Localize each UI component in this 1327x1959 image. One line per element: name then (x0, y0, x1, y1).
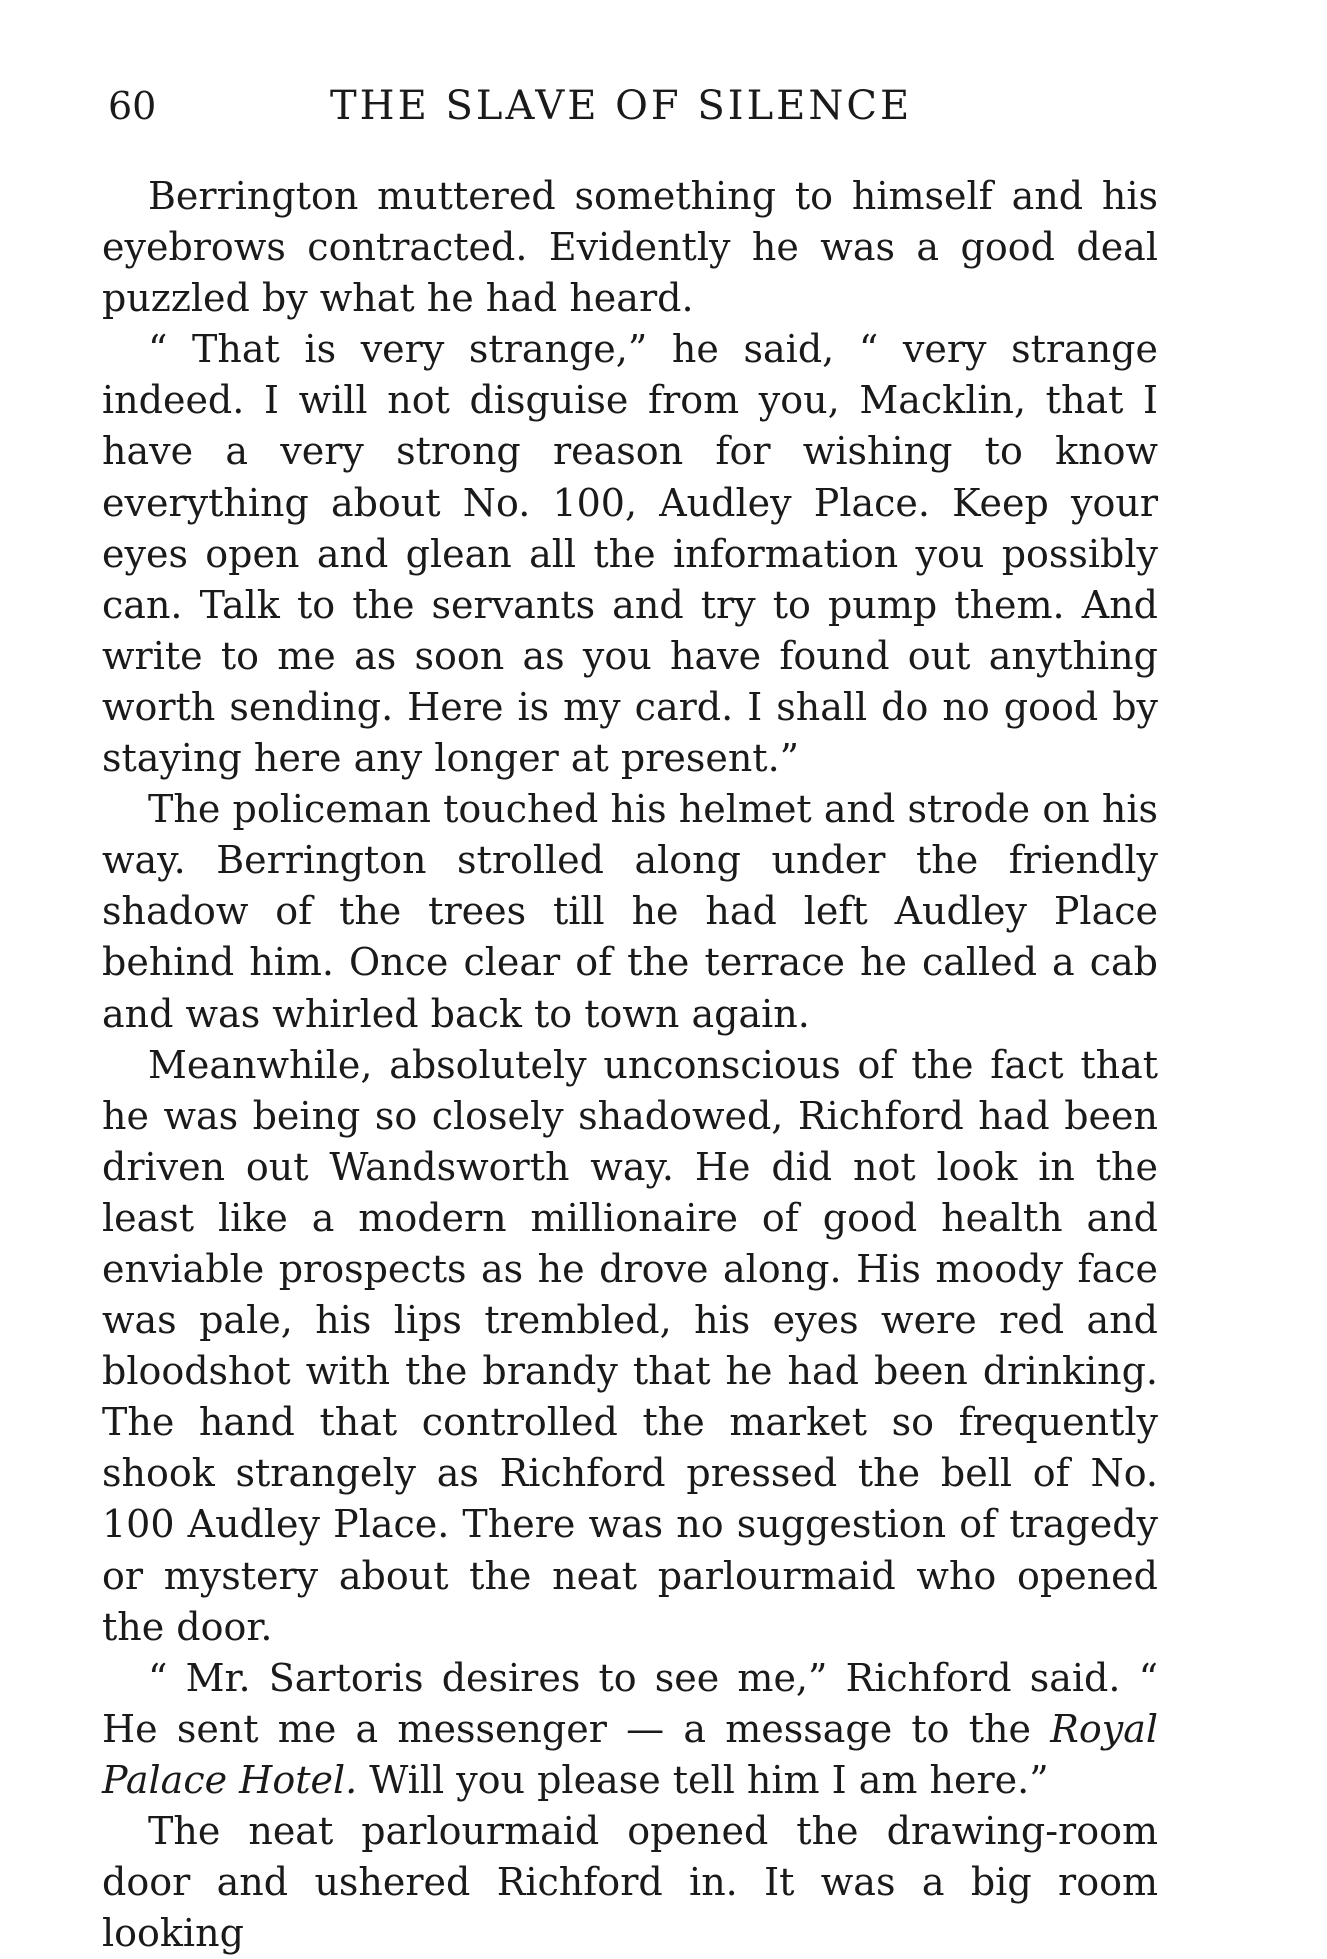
paragraph-2: “ That is very strange,” he said, “ very strange indeed. I will not disguise from you, Macklin, that I have a very strong reason for wishing to know everything about No. 100, Audley Place. Keep your eyes open and glean all the information you possibly can. Talk to the servants and try to pump them. And write to me as soon as you have found out anything worth sending. Here is my card. I shall do no good by staying here any longer at present.” (102, 327, 1158, 781)
running-head (108, 82, 1158, 130)
page-number: 60 (108, 84, 157, 128)
hotel-name-italic: Royal Palace Hotel. (102, 1706, 1158, 1802)
paragraph-5-text-before: “ Mr. Sartoris desires to see me,” Richford said. “ He sent me a messenger — a message to the (102, 1655, 1158, 1751)
paragraph-3: The policeman touched his helmet and strode on his way. Berrington strolled along under the friendly shadow of the trees till he had left Audley Place behind him. Once clear of the terrace he called a cab and was whirled back to town again. (102, 787, 1158, 1036)
paragraph-5 (102, 1653, 1158, 1806)
body-text (102, 171, 1158, 1959)
paragraph-1: Berrington muttered something to himself and his eyebrows contracted. Evidently he was a good deal puzzled by what he had heard. (102, 174, 1158, 321)
paragraph-5-text-after: Will you please tell him I am here.” (357, 1757, 1049, 1802)
paragraph-6: The neat parlourmaid opened the drawing-room door and ushered Richford in. It was a big room looking (102, 1809, 1158, 1956)
paragraph-4: Meanwhile, absolutely unconscious of the fact that he was being so closely shadowed, Richford had been driven out Wandsworth way. He did not look in the least like a modern millionaire of good health and enviable prospects as he drove along. His moody face was pale, his lips trembled, his eyes were red and bloodshot with the brandy that he had been drinking. The hand that controlled the market so frequently shook strangely as Richford pressed the bell of No. 100 Audley Place. There was no suggestion of tragedy or mystery about the neat parlourmaid who opened the door. (102, 1042, 1158, 1649)
running-title: THE SLAVE OF SILENCE (330, 83, 913, 129)
